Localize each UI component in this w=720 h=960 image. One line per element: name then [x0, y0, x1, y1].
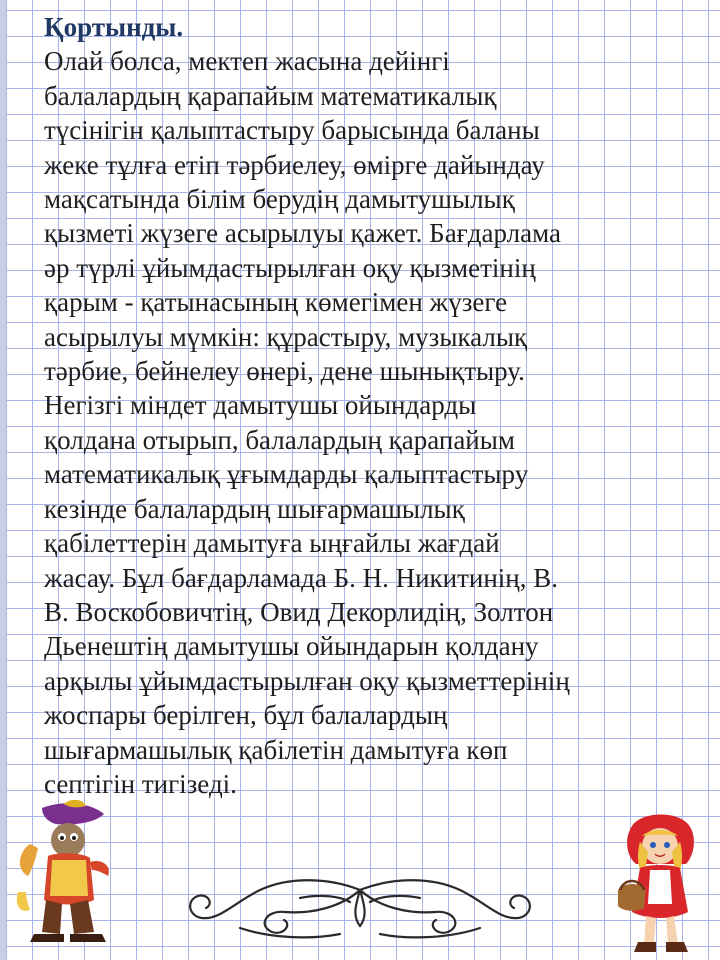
text-line: түсінігін қалыптастыру барысында баланы: [44, 115, 540, 146]
text-line: математикалық ұғымдарды қалыптастыру: [44, 459, 529, 490]
text-line: жасау. Бұл бағдарламада Б. Н. Никитинің, В.: [44, 562, 558, 593]
text-line: жоспары берілген, бұл балалардың: [44, 700, 448, 731]
text-line: шығармашылық қабілетін дамытуға көп: [44, 734, 508, 765]
text-line: мақсатында білім берудің дамытушылық: [44, 184, 515, 215]
cartoon-girl-icon: [610, 812, 710, 957]
text-line: жеке тұлға етіп тәрбиелеу, өмірге дайындау: [44, 149, 545, 180]
cartoon-cat-icon: [12, 800, 122, 950]
document-text: [44, 10, 694, 801]
text-line: кезінде балалардың шығармашылық: [44, 493, 465, 524]
text-line: балалардың қарапайым математикалық: [44, 80, 497, 111]
page-frame-edge: [0, 0, 6, 960]
text-line: арқылы ұйымдастырылған оқу қызметтерінің: [44, 665, 570, 696]
document-heading: Қортынды.: [44, 12, 184, 42]
text-line: тәрбие, бейнелеу өнері, дене шынықтыру.: [44, 356, 525, 387]
text-line: Олай болса, мектеп жасына дейінгі: [44, 46, 450, 77]
text-line: әр түрлі ұйымдастырылған оқу қызметінің: [44, 252, 536, 283]
swirl-ornament-icon: [180, 868, 540, 948]
text-line: қабілеттерін дамытуға ыңғайлы жағдай: [44, 528, 500, 559]
text-line: қолдана отырып, балалардың қарапайым: [44, 424, 515, 455]
text-line: В. Воскобовичтің, Овид Декорлидің, Золтон: [44, 596, 554, 627]
text-line: қарым - қатынасының көмегімен жүзеге: [44, 287, 508, 318]
text-line: асырылуы мүмкін: құрастыру, музыкалық: [44, 321, 528, 352]
text-line: септігін тигізеді.: [44, 768, 237, 799]
text-line: қызметі жүзеге асырылуы қажет. Бағдарлама: [44, 218, 561, 249]
text-line: Негізгі міндет дамытушы ойындарды: [44, 390, 477, 421]
text-line: Дьенештің дамытушы ойындарын қолдану: [44, 631, 539, 662]
